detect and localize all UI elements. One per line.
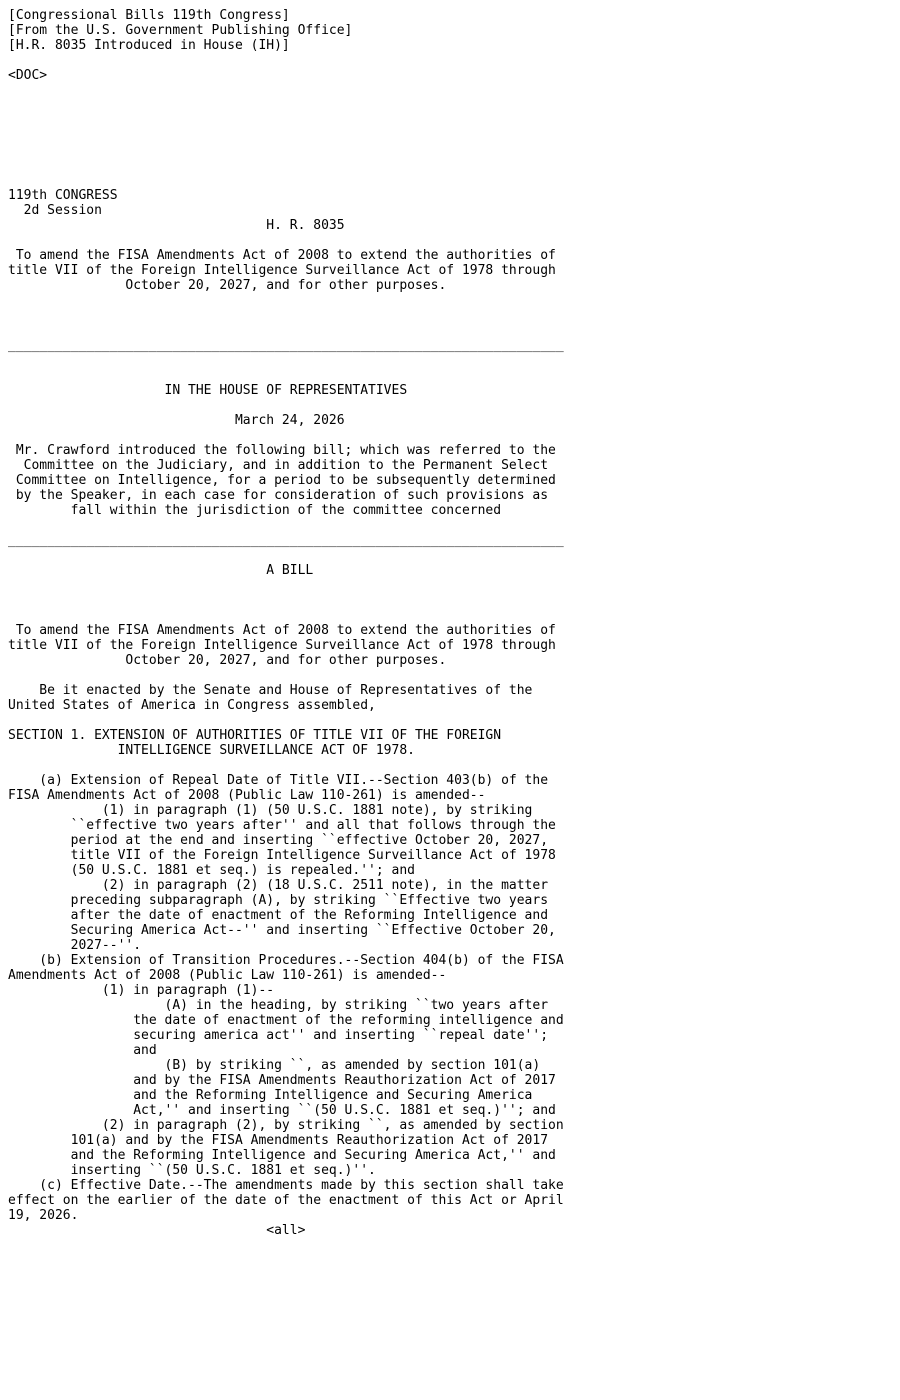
blank-line: [8, 758, 564, 773]
header-line: [From the U.S. Government Publishing Office]: [8, 23, 353, 38]
section-line: preceding subparagraph (A), by striking ``Effective two years: [8, 893, 549, 908]
section-line: (1) in paragraph (1) (50 U.S.C. 1881 note), by striking: [8, 803, 533, 818]
section-line: ``effective two years after'' and all that follows through the: [8, 818, 556, 833]
blank-line: [8, 518, 564, 533]
title-line: To amend the FISA Amendments Act of 2008 to extend the authorities of: [8, 623, 556, 638]
blank-line: [8, 128, 564, 143]
blank-line: [8, 83, 564, 98]
section-line: (A) in the heading, by striking ``two years after: [8, 998, 549, 1013]
section-line: and the Reforming Intelligence and Securing America Act,'' and: [8, 1148, 556, 1163]
section-line: securing america act'' and inserting ``repeal date'';: [8, 1028, 549, 1043]
section-line: title VII of the Foreign Intelligence Surveillance Act of 1978: [8, 848, 556, 863]
section-heading-line: SECTION 1. EXTENSION OF AUTHORITIES OF TITLE VII OF THE FOREIGN: [8, 728, 502, 743]
section-line: inserting ``(50 U.S.C. 1881 et seq.)''.: [8, 1163, 376, 1178]
blank-line: [8, 368, 564, 383]
blank-line: [8, 578, 564, 593]
introduction-line: fall within the jurisdiction of the committee concerned: [8, 503, 502, 518]
enacting-clause-line: Be it enacted by the Senate and House of Representatives of the: [8, 683, 533, 698]
section-line: the date of enactment of the reforming intelligence and: [8, 1013, 564, 1028]
section-line: (2) in paragraph (2) (18 U.S.C. 2511 note), in the matter: [8, 878, 549, 893]
section-line: (2) in paragraph (2), by striking ``, as amended by section: [8, 1118, 564, 1133]
blank-line: [8, 548, 564, 563]
blank-line: [8, 98, 564, 113]
introduction-line: Committee on the Judiciary, and in addition to the Permanent Select: [8, 458, 549, 473]
doc-tag: <DOC>: [8, 68, 48, 83]
title-line: To amend the FISA Amendments Act of 2008 to extend the authorities of: [8, 248, 556, 263]
title-line: title VII of the Foreign Intelligence Surveillance Act of 1978 through: [8, 638, 556, 653]
section-line: and: [8, 1043, 157, 1058]
session-label: 2d Session: [8, 203, 102, 218]
separator-line: _______________________________________________________________________: [8, 338, 564, 353]
blank-line: [8, 308, 564, 323]
section-line: (c) Effective Date.--The amendments made by this section shall take: [8, 1178, 564, 1193]
blank-line: [8, 113, 564, 128]
blank-line: [8, 593, 564, 608]
header-line: [8, 53, 564, 68]
section-line: Act,'' and inserting ``(50 U.S.C. 1881 et seq.)''; and: [8, 1103, 556, 1118]
section-line: and by the FISA Amendments Reauthorization Act of 2017: [8, 1073, 556, 1088]
blank-line: [8, 713, 564, 728]
a-bill-heading: A BILL: [8, 563, 314, 578]
section-heading-line: INTELLIGENCE SURVEILLANCE ACT OF 1978.: [8, 743, 415, 758]
section-line: 19, 2026.: [8, 1208, 79, 1223]
blank-line: [8, 323, 564, 338]
title-line: title VII of the Foreign Intelligence Surveillance Act of 1978 through: [8, 263, 556, 278]
section-line: Securing America Act--'' and inserting ``Effective October 20,: [8, 923, 556, 938]
blank-line: [8, 233, 564, 248]
section-line: 101(a) and by the FISA Amendments Reauthorization Act of 2017: [8, 1133, 549, 1148]
blank-line: [8, 158, 564, 173]
section-line: period at the end and inserting ``effective October 20, 2027,: [8, 833, 549, 848]
blank-line: [8, 143, 564, 158]
blank-line: [8, 608, 564, 623]
introduction-date: March 24, 2026: [8, 413, 345, 428]
section-line: (1) in paragraph (1)--: [8, 983, 275, 998]
section-line: (a) Extension of Repeal Date of Title VII.--Section 403(b) of the: [8, 773, 549, 788]
introduction-line: by the Speaker, in each case for consideration of such provisions as: [8, 488, 549, 503]
header-line: [H.R. 8035 Introduced in House (IH)]: [8, 38, 290, 53]
enacting-clause-line: United States of America in Congress assembled,: [8, 698, 376, 713]
section-line: after the date of enactment of the Reforming Intelligence and: [8, 908, 549, 923]
section-line: (B) by striking ``, as amended by section 101(a): [8, 1058, 541, 1073]
blank-line: [8, 353, 564, 368]
introduction-line: Committee on Intelligence, for a period to be subsequently determined: [8, 473, 556, 488]
title-line: October 20, 2027, and for other purposes.: [8, 278, 447, 293]
blank-line: [8, 398, 564, 413]
bill-number: H. R. 8035: [8, 218, 345, 233]
house-heading: IN THE HOUSE OF REPRESENTATIVES: [8, 383, 408, 398]
section-line: Amendments Act of 2008 (Public Law 110-261) is amended--: [8, 968, 447, 983]
introduction-line: Mr. Crawford introduced the following bill; which was referred to the: [8, 443, 556, 458]
title-line: October 20, 2027, and for other purposes.: [8, 653, 447, 668]
section-line: effect on the earlier of the date of the enactment of this Act or April: [8, 1193, 564, 1208]
blank-line: [8, 173, 564, 188]
section-line: and the Reforming Intelligence and Securing America: [8, 1088, 533, 1103]
section-line: (50 U.S.C. 1881 et seq.) is repealed.''; and: [8, 863, 415, 878]
header-line: [Congressional Bills 119th Congress]: [8, 8, 290, 23]
section-line: 2027--''.: [8, 938, 142, 953]
bill-document: [8, 8, 564, 1238]
end-marker: <all>: [8, 1223, 306, 1238]
blank-line: [8, 668, 564, 683]
blank-line: [8, 293, 564, 308]
blank-line: [8, 428, 564, 443]
congress-label: 119th CONGRESS: [8, 188, 118, 203]
section-line: (b) Extension of Transition Procedures.--Section 404(b) of the FISA: [8, 953, 564, 968]
separator-line: _______________________________________________________________________: [8, 533, 564, 548]
section-line: FISA Amendments Act of 2008 (Public Law 110-261) is amended--: [8, 788, 486, 803]
